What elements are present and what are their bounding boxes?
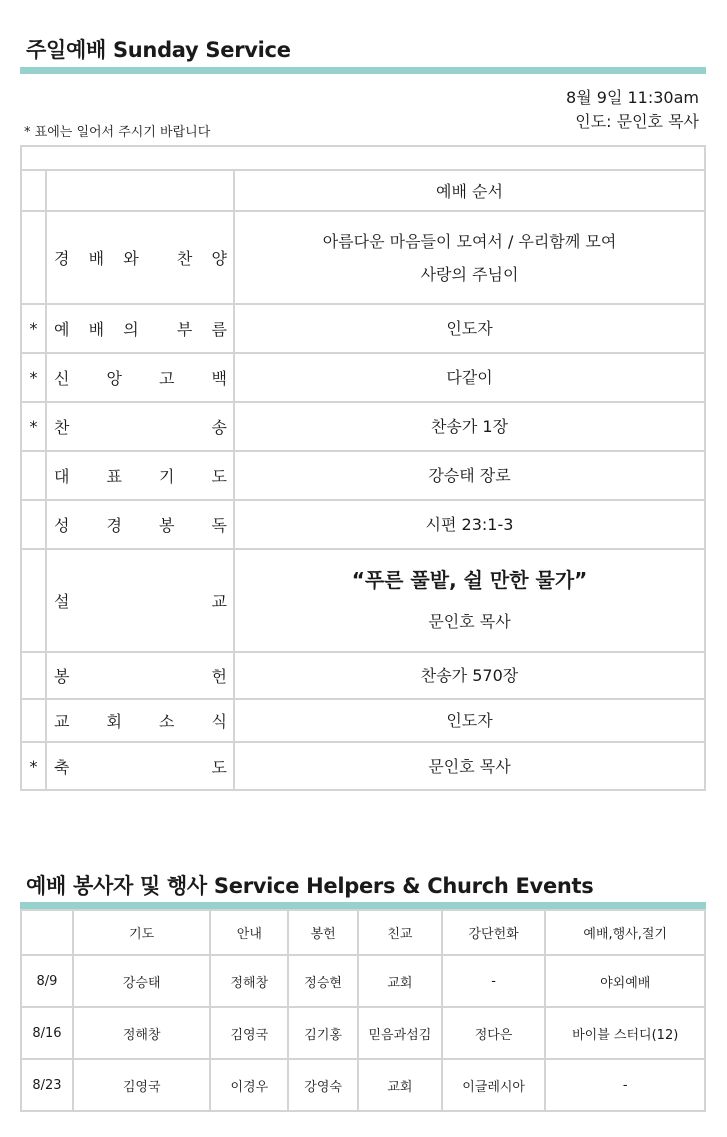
- table-cell: 믿음과섬김: [358, 1007, 442, 1059]
- order-item-label: [54, 589, 227, 612]
- date-cell: 8/16: [21, 1007, 73, 1059]
- table-cell: 교회: [358, 955, 442, 1007]
- detail-line: 찬송가 570장: [420, 666, 519, 685]
- order-row: [21, 451, 705, 500]
- detail-line: 찬송가 1장: [430, 417, 509, 436]
- order-item-char: 소: [159, 712, 175, 731]
- order-item-char: 봉: [159, 516, 175, 535]
- table-header-row: [21, 170, 705, 211]
- column-header: 예배,행사,절기: [545, 910, 705, 955]
- order-item-char: 찬: [176, 249, 193, 268]
- order-item-detail: [234, 402, 705, 451]
- service-date-time: 8월 9일 11:30am: [566, 88, 699, 107]
- table-cell: 강승태: [73, 955, 211, 1007]
- order-item-char: 축: [54, 757, 70, 777]
- order-item-char: 교: [54, 712, 70, 731]
- order-item-char: 백: [211, 369, 227, 388]
- helpers-table: [20, 909, 706, 1112]
- order-item-label: [54, 317, 227, 340]
- column-header: 강단헌화: [442, 910, 546, 955]
- order-item-char: 헌: [211, 667, 227, 686]
- table-cell: 김영국: [210, 1007, 288, 1059]
- order-item-char: 교: [211, 592, 227, 611]
- table-cell: 김영국: [73, 1059, 211, 1111]
- order-item-label: [54, 755, 227, 778]
- date-cell: 8/9: [21, 955, 73, 1007]
- order-row: [21, 304, 705, 353]
- table-cell: 교회: [358, 1059, 442, 1111]
- column-header: 안내: [210, 910, 288, 955]
- column-header: 봉헌: [288, 910, 358, 955]
- detail-line: 다같이: [446, 368, 493, 387]
- order-row: [21, 652, 705, 699]
- order-item-detail: [234, 549, 705, 652]
- order-item-char: 회: [106, 712, 122, 731]
- order-item-char: 름: [211, 320, 227, 339]
- order-item-label: [54, 464, 227, 487]
- order-item-char: 도: [211, 467, 227, 486]
- order-item-detail: [234, 742, 705, 790]
- detail-line: 인도자: [446, 319, 493, 338]
- order-item-detail: [234, 652, 705, 699]
- helpers-row: [21, 1007, 705, 1059]
- order-item-char: 송: [211, 418, 227, 437]
- column-header: 친교: [358, 910, 442, 955]
- order-item-char: 양: [211, 249, 227, 268]
- section-divider: [20, 67, 706, 74]
- order-item-detail: [234, 211, 705, 304]
- order-header: 예배 순서: [234, 170, 705, 211]
- order-item-char: 경: [106, 516, 122, 535]
- order-item-char: 식: [211, 712, 227, 731]
- standing-marker: *: [21, 304, 46, 353]
- order-item-char: 대: [54, 467, 70, 486]
- table-cell: 바이블 스터디(12): [545, 1007, 705, 1059]
- detail-line: 아름다운 마음들이 모여서 / 우리함께 모여: [322, 231, 617, 251]
- table-cell: -: [442, 955, 546, 1007]
- table-spacer-row: [21, 146, 705, 170]
- order-row: [21, 500, 705, 549]
- order-item-char: 성: [54, 516, 70, 535]
- table-cell: 이글레시아: [442, 1059, 546, 1111]
- order-item-char: 와: [123, 249, 139, 268]
- order-item-char: 표: [106, 467, 122, 486]
- order-item-char: 설: [54, 592, 70, 611]
- order-row: [21, 699, 705, 742]
- sermon-preacher: 문인호 목사: [428, 611, 511, 631]
- standing-marker: *: [21, 742, 46, 790]
- order-item-char: 기: [159, 467, 175, 486]
- standing-marker: [21, 451, 46, 500]
- table-cell: 야외예배: [545, 955, 705, 1007]
- detail-line: 강승태 장로: [428, 466, 511, 485]
- table-cell: 정승현: [288, 955, 358, 1007]
- detail-line: 사랑의 주님이: [420, 264, 519, 284]
- order-row: [21, 353, 705, 402]
- detail-line: 시편 23:1-3: [425, 515, 514, 534]
- order-item-char: 독: [211, 516, 227, 535]
- order-item-char: 부: [176, 320, 193, 339]
- order-item-detail: [234, 353, 705, 402]
- table-cell: 정해창: [210, 955, 288, 1007]
- order-item-char: 고: [159, 369, 175, 388]
- column-header: 기도: [73, 910, 211, 955]
- order-item-detail: [234, 500, 705, 549]
- table-cell: 이경우: [210, 1059, 288, 1111]
- helpers-row: [21, 1059, 705, 1111]
- date-cell: 8/23: [21, 1059, 73, 1111]
- standing-marker: *: [21, 402, 46, 451]
- order-item-char: 의: [123, 320, 139, 339]
- table-cell: -: [545, 1059, 705, 1111]
- order-item-detail: [234, 304, 705, 353]
- order-item-label: [54, 366, 227, 389]
- service-leader: 인도: 문인호 목사: [575, 112, 699, 131]
- order-item-label: [54, 709, 227, 732]
- helpers-section-title: 예배 봉사자 및 행사 Service Helpers & Church Events: [26, 874, 594, 898]
- order-item-char: 봉: [54, 667, 70, 686]
- table-cell: 정해창: [73, 1007, 211, 1059]
- order-item-char: 예: [54, 320, 70, 339]
- standing-marker: [21, 652, 46, 699]
- table-cell: 강영숙: [288, 1059, 358, 1111]
- order-item-char: 도: [211, 757, 227, 777]
- section-divider: [20, 902, 706, 909]
- standing-note: * 표에는 일어서 주시기 바랍니다: [24, 125, 211, 140]
- standing-marker: [21, 500, 46, 549]
- order-item-char: 찬: [54, 418, 70, 437]
- helpers-header-row: [21, 910, 705, 955]
- order-row: [21, 742, 705, 790]
- standing-marker: [21, 549, 46, 652]
- order-item-char: 배: [88, 249, 105, 268]
- order-row: [21, 402, 705, 451]
- column-header: [21, 910, 73, 955]
- detail-line: 문인호 목사: [428, 756, 511, 776]
- detail-line: 인도자: [446, 711, 493, 730]
- order-item-label: [54, 664, 227, 687]
- order-item-label: [54, 513, 227, 536]
- order-item-char: 신: [54, 369, 70, 388]
- standing-marker: *: [21, 353, 46, 402]
- order-item-label: [54, 246, 227, 269]
- standing-marker: [21, 699, 46, 742]
- order-row: [21, 549, 705, 652]
- service-section-title: 주일예배 Sunday Service: [26, 38, 291, 62]
- order-of-worship-table: [20, 145, 706, 791]
- order-row: [21, 211, 705, 304]
- order-item-detail: [234, 699, 705, 742]
- order-item-char: 앙: [106, 369, 122, 388]
- helpers-row: [21, 955, 705, 1007]
- sermon-title: “푸른 풀밭, 쉴 만한 물가”: [351, 567, 588, 592]
- order-item-char: 배: [88, 320, 105, 339]
- order-item-detail: [234, 451, 705, 500]
- order-item-label: [54, 415, 227, 438]
- order-item-char: 경: [54, 249, 70, 268]
- standing-marker: [21, 211, 46, 304]
- table-cell: 김기홍: [288, 1007, 358, 1059]
- table-cell: 정다은: [442, 1007, 546, 1059]
